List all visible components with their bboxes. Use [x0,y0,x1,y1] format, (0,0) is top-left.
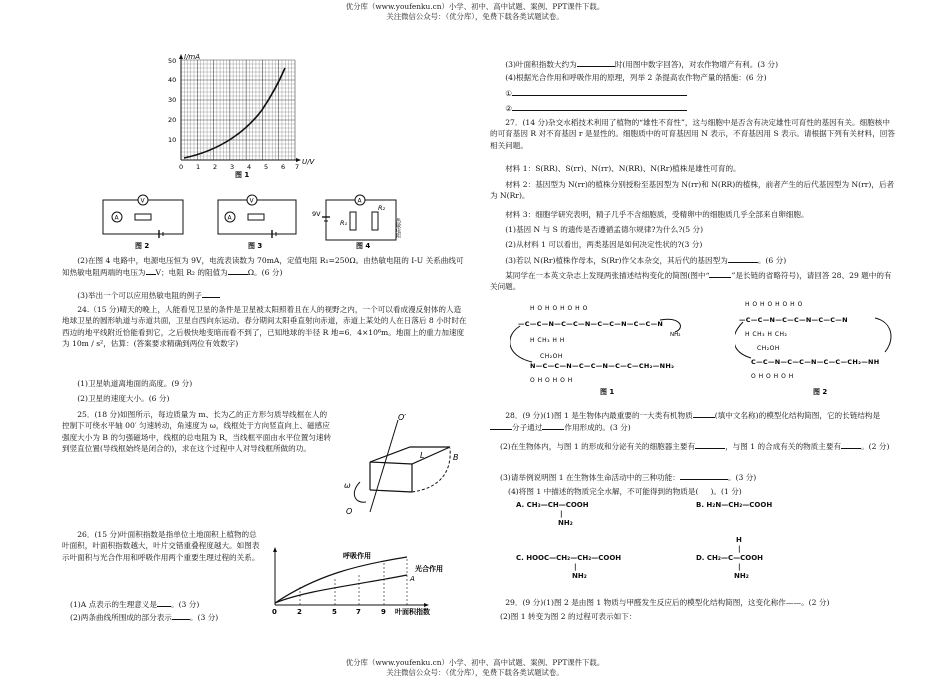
peptide-fig-2-caption: 图 2 [813,388,828,396]
answer-line[interactable] [512,87,687,96]
fig25-omega: ω [344,481,351,490]
figure-3-circuit [212,192,307,250]
footer-line-2: 关注微信公众号：（优分库），免费下载各类试题试卷。 [386,667,564,677]
question-28-4 [508,486,913,497]
svg-text:—C—C—N—C—C—N—C—C—N: —C—C—N—C—C—N—C—C—N [739,316,848,324]
q23-2-text: (2)在图 4 电路中，电源电压恒为 9V，电流表读数为 70mA，定值电阻 R₁=250Ω。由热敏电阻的 I-U 关系曲线可知热敏电阻两端的电压为 [62,256,464,278]
question-25: 25．(18 分)如图所示，每边质量为 m、长为乙的正方形匀质导线框在人的控制下可绕水平轴 00′ 匀速转动，角速度为 ω，线框处于方向竖直向上、磁感应强度大小为 B 的匀强磁场中，线框的总电阻为 R，当线框平面由水平位置匀速转到竖直位置(导线框始终是闭合的)，求在这个过程中人对导线框所做的功。 [62,410,332,454]
svg-text:—C—C—N—C—C—N—C—C—N—C—C—N: —C—C—N—C—C—N—C—C—N—C—C—N [518,320,664,328]
svg-text:CH₂OH: CH₂OH [540,353,563,360]
header-line-1: 优分库（www.youfenku.cn）小学、初中、高中试题、案例、PPT课件下载。 [345,2,605,11]
footer-line-1: 优分库（www.youfenku.cn）小学、初中、高中试题、案例、PPT课件下载。 [345,658,605,667]
x-tick-2: 2 [297,608,302,616]
x-tick-2: 2 [213,163,218,171]
q28-text-c: 分子通过 [512,423,543,433]
option-c-amino: NH₂ [572,572,587,581]
y-tick-30: 30 [168,96,177,104]
y-tick-20: 20 [168,116,177,124]
iu-curve [184,68,285,158]
question-28-2 [500,440,895,452]
question-27: 27．(14 分)杂交水稻技术利用了植物的“雄性不育性”，这与细胞中是否含有决定雄性可育性的基因有关。细胞核中的可育基因 R 对不育基因 r 是显性的。细胞质中的可育基因用 N 表示，不育基因用 S 表示。请根据下列有关材料，回答相关问题。 [490,118,895,150]
answer-blank[interactable] [577,58,615,67]
q23-2-text-c: Ω。(6 分) [247,268,283,278]
answer-blank[interactable] [542,421,564,430]
svg-text:C—C—N—C—C—N—C—C—CH₂—NH: C—C—N—C—C—N—C—C—CH₂—NH [751,358,880,366]
question-26-4-b [490,102,895,114]
q28-text: 28．(9 分)(1)图 1 是生物体内最重要的一大类有机物质 [505,411,693,420]
svg-text:O H O H O H: O H O H O H [530,377,573,384]
y-axis-arrow [179,54,183,59]
answer-blank[interactable] [172,611,190,620]
x-tick-6: 6 [281,163,286,171]
x-tick-4: 4 [247,163,252,171]
question-23-2 [62,255,467,279]
photosynthesis-label: 光合作用 [415,565,443,573]
question-27-1: (1)基因 N 与 S 的遗传是否遵循孟德尔规律?为什么?(5 分) [505,225,704,234]
option-a[interactable]: A. CH₃—CH—COOH | NH₂ [516,500,696,529]
q28-4-text-b: )。(1 分) [710,487,742,496]
svg-text:H CH₃ H H: H CH₃ H H [530,337,565,344]
question-27-2: (2)从材料 1 可以看出，两类基因是如何决定性状的?(3 分) [505,240,703,249]
svg-text:H CH₃ H CH₂: H CH₃ H CH₂ [745,331,788,338]
x-axis-label: U/V [302,158,315,166]
q28-3-text: (3)请举例说明图 1 在生物体生命活动中的三种功能： [500,473,680,482]
y-tick-40: 40 [168,76,177,84]
page-footer [0,658,950,678]
y-tick-50: 50 [168,57,177,65]
q27-3-text: (3)若以 N(Rr)植株作母本，S(Rr)作父本杂交，其后代的基因型为 [505,256,728,265]
question-28-3 [500,471,905,483]
svg-text:A: A [227,214,232,222]
question-26-3 [490,58,895,70]
q26-2-text: (2)两条曲线所围成的部分表示 [70,613,172,622]
option-d-formula: D. CH₂—C—COOH [696,554,764,563]
fig4-r1: R₁ [340,219,348,227]
material-3: 材料 3：细胞学研究表明，精子几乎不含细胞质，受精卵中的细胞质几乎全部来自卵细胞。 [505,210,809,219]
option-c-formula: C. HOOC—CH₂—CH₂—COOH [516,554,622,562]
q28-text-b: (填中文名称)的模型化结构简图，它的长链结构是 [714,411,881,420]
q28-3-text-b: 。(3 分) [727,473,757,482]
option-d-hydrogen: H [736,536,742,544]
x-tick-7: 7 [295,163,300,171]
question-26-4: (4)根据光合作用和呼吸作用的原理，列举 2 条提高农作物产量的措施：(6 分) [505,73,767,82]
answer-line[interactable] [512,102,687,111]
question-23-3 [62,289,467,301]
x-axis-label: 叶面积指数 [395,608,430,616]
question-24-2: (2)卫星的速度大小。(6 分) [77,394,170,403]
figure-1-iu-graph [167,50,327,178]
question-27-3 [490,254,895,266]
photosynthesis-curve [275,575,407,603]
q26-1-text-b: 。(3 分) [171,600,200,609]
x-tick-3: 3 [230,163,235,171]
question-24-1: (1)卫星轨道离地面的高度。(9 分) [77,379,193,388]
figure-3-caption: 图 3 [248,242,263,250]
peptide-figure-2 [735,296,895,396]
option-d-amino: NH₂ [734,572,749,581]
question-29-1: 29．(9 分)(1)图 2 是由图 1 物质与甲醛发生反应后的模型化结构简图，这变化称作——。(2 分) [505,598,830,607]
answer-blank[interactable] [157,598,171,607]
answer-blank[interactable] [490,421,512,430]
answer-blank[interactable] [728,254,758,263]
fig25-o-bottom: O [346,507,353,516]
answer-blank[interactable] [146,266,156,275]
answer-blank[interactable] [680,471,728,480]
svg-text:H O H O H O H O: H O H O H O H O [530,305,588,312]
fig25-b: B [453,453,459,462]
fig4-note: 热敏电阻 [395,218,401,238]
option-b[interactable] [696,500,876,511]
question-29-2: (2)图 1 转变为图 2 的过程可表示如下： [500,612,637,621]
intro-28-29 [490,269,895,293]
option-d[interactable]: H | D. CH₂—C—COOH | NH₂ [696,535,876,582]
option-b-formula: B. H₂N—CH₂—COOH [696,501,773,509]
item-1-marker: ① [505,89,512,98]
q23-2-text-b: V；电阻 R₂ 的阻值为 [155,268,228,278]
fig4-voltage: 9V [312,210,321,218]
figure-25-frame [340,412,470,522]
option-a-formula: A. CH₃—CH—COOH [516,501,589,509]
option-c[interactable]: C. HOOC—CH₂—CH₂—COOH | NH₂ [516,553,696,582]
ellipsis-symbol [709,269,731,278]
answer-blank[interactable] [202,289,220,298]
q28-2-text-b: ，与图 1 的合成有关的物质主要有 [725,442,842,451]
y-axis-label: I/mA [184,53,201,61]
q28-2-text-c: 。(2 分) [861,442,890,451]
q23-3-text: (3)举出一个可以应用热敏电阻的例子 [77,291,202,300]
x-tick-0: 0 [272,608,277,616]
q26-1-text: (1)A 点表示的生理意义是 [70,600,157,609]
svg-text:A: A [114,214,119,222]
q28-4-text: (4)将图 1 中描述的物质完全水解，不可能得到的物质是( [508,487,699,496]
x-tick-7: 7 [356,608,361,616]
point-a-label: A [410,575,415,583]
svg-text:H O H O H O H O: H O H O H O H O [745,301,803,308]
material-2: 材料 2：基因型为 N(rr)的植株分别授粉至基因型为 N(rr)和 N(RR)的植株，前者产生的后代基因型为 N(rr)，后者为 N(Rr)。 [490,180,895,201]
answer-blank[interactable] [841,440,861,449]
answer-blank[interactable] [228,266,248,275]
figure-2-caption: 图 2 [135,242,150,250]
svg-text:CH₂OH: CH₂OH [757,345,780,352]
q26-2-text-b: 。(3 分) [189,613,219,622]
fig25-o-top: O′ [398,413,407,422]
x-tick-1: 1 [196,163,201,171]
svg-text:N—C—C—N—C—C—N—C—C—CH₂—NH₂: N—C—C—N—C—C—N—C—C—CH₂—NH₂ [530,362,675,370]
q27-3-text-b: 。(6 分) [757,256,787,265]
q28-text-d: 作用形成的。(3 分) [564,423,631,433]
question-24: 24.（15 分)晴天的晚上，人能看见卫星的条件是卫星被太阳照着且在人的视野之内，一个可以看成漫反射体的人造地球卫星的圆形轨道与赤道共面，卫星自西向东运动。春分期间太阳垂直射向赤道，赤道上某处的人在日落后 8 小时时在西边的地平线附近恰能看到它，之后极快地变暗而看不到了，已知地球的半径 R 地=6．4×10⁶m。地面上的重力加速度为 10m / s²，估算：(答案要求精确到两位有效数字) [62,305,467,349]
figure-1-caption: 图 1 [235,171,250,178]
question-28-1 [490,409,895,434]
page-header [0,2,950,22]
item-2-marker: ② [505,104,512,113]
answer-blank[interactable] [693,409,715,418]
x-tick-9: 9 [381,608,386,616]
q26-3-text: (3)叶面积指数大约为 [505,60,577,69]
material-1: 材料 1：S(RR)、S(rr)、N(rr)、N(RR)、N(Rr)植株是雄性可育的。 [505,164,741,173]
figure-4-circuit [312,192,422,250]
svg-text:NH₂: NH₂ [670,332,681,338]
question-26-4-a [490,87,895,99]
q26-3-text-b: 时(用图中数字回答)，对农作物增产有利。(3 分) [614,60,779,69]
peptide-figure-1 [510,296,700,396]
figure-4-caption: 图 4 [356,242,371,250]
svg-text:V: V [249,197,254,205]
svg-text:A: A [357,197,362,205]
peptide-fig-1-caption: 图 1 [600,388,615,396]
graph-grid [181,60,295,160]
answer-blank[interactable] [695,440,725,449]
x-axis-arrow [296,158,301,162]
svg-text:V: V [140,197,145,205]
respiration-label: 呼吸作用 [343,552,371,560]
option-a-amino: NH₂ [558,519,573,528]
x-tick-0: 0 [179,163,184,171]
fig4-r2: R₂ [378,204,386,212]
intro-text-b: ”是长链的省略符号)，请回答 28、29 题中的有关问题。 [490,271,892,292]
intro-text: 某同学在一本英文杂志上发现两张描述结构变化的简图(图中“ [505,271,710,280]
figure-26-leaf-area-chart [267,545,467,620]
q28-2-text: (2)在生物体内，与图 1 的形成和分泌有关的细胞器主要有 [500,442,696,451]
x-tick-5: 5 [264,163,269,171]
y-tick-10: 10 [168,136,177,144]
question-26: 26．(15 分)叶面积指数是指单位土地面积上植物的总叶面积，叶面积指数越大，叶片交错重叠程度越大。如图表示叶面积与光合作用和呼吸作用两个重要生理过程的关系。 [62,530,260,562]
fig25-l: L [420,451,425,460]
svg-text:O H O H O H: O H O H O H [751,373,794,380]
x-tick-5: 5 [332,608,337,616]
header-line-2: 关注微信公众号：（优分库），免费下载各类试题试卷。 [386,11,564,21]
figure-2-circuit [97,192,192,250]
